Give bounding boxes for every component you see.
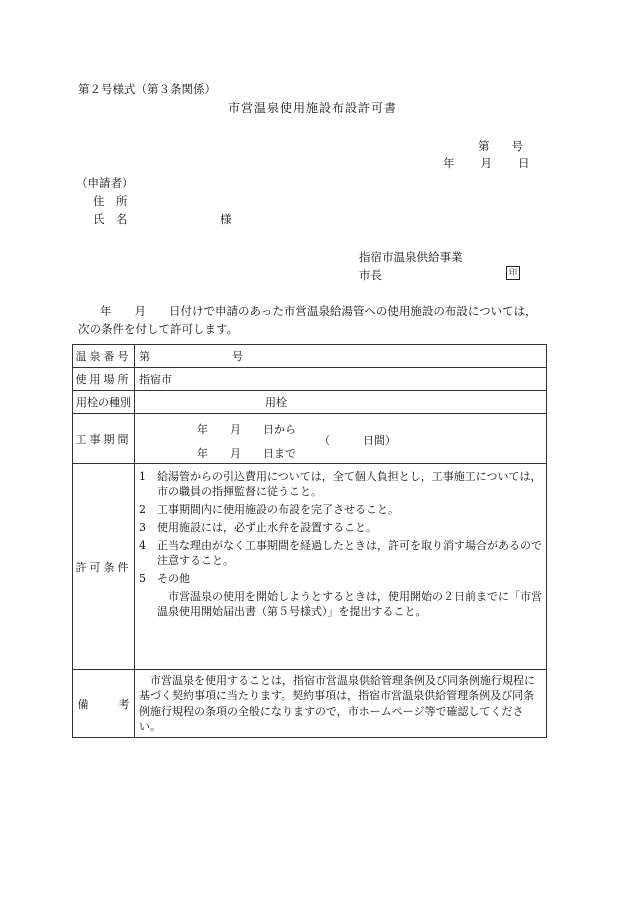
table-row: [73, 345, 547, 368]
valve-type-cell: [135, 391, 547, 414]
table-row: [73, 464, 547, 670]
permit-statement-line-1: 年 月 日付けで申請のあった市営温泉給湯管への使用施設の布設については，: [100, 304, 537, 318]
condition-number: 4: [139, 539, 146, 552]
condition-text: 工事期間内に使用施設の布設を完了させること。: [157, 503, 399, 516]
condition-text: 正当な理由がなく工事期間を経過したときは，許可を取り消す場合があるので注意すること。: [157, 539, 542, 567]
condition-item: [139, 571, 542, 586]
valve-type-value: 用栓: [265, 396, 287, 409]
table-row: [73, 414, 547, 464]
table-row: [73, 391, 547, 414]
year-label: 年: [443, 156, 455, 170]
honorific: 様: [220, 212, 232, 226]
number-prefix: 第: [478, 139, 490, 153]
applicant-heading: （申請者）: [76, 176, 134, 190]
condition-item: [139, 469, 542, 499]
condition-number: 2: [139, 503, 146, 516]
remarks-label-1: 備: [77, 697, 89, 711]
spring-number-cell: [135, 345, 547, 368]
permit-table: [72, 344, 547, 738]
conditions-cell: [135, 464, 547, 670]
condition-text: その他: [157, 572, 190, 585]
remarks-label: [73, 670, 135, 738]
condition-number: 3: [139, 521, 146, 534]
condition-item: [139, 502, 542, 517]
spring-number-suffix: 号: [232, 350, 243, 363]
condition-number: 5: [139, 572, 146, 585]
issuer-organization: 指宿市温泉供給事業: [359, 250, 463, 264]
spring-number-prefix: 第: [139, 350, 150, 363]
permit-statement: [78, 302, 548, 338]
table-row: [73, 368, 547, 391]
period-label: 工事期間: [73, 414, 135, 464]
seal-mark: 印: [506, 266, 520, 280]
location-label: 使用場所: [73, 368, 135, 391]
condition-other-text: 市営温泉の使用を開始しようとするときは，使用開始の２日前までに「市営温泉使用開始届出書（第５号様式）」を提出すること。: [157, 590, 542, 618]
document-title: 市営温泉使用施設布設許可書: [228, 101, 398, 115]
remarks-label-2: 考: [118, 697, 130, 711]
spring-number-label: 温泉番号: [73, 345, 135, 368]
number-suffix: 号: [511, 139, 523, 153]
address-label: 住 所: [93, 194, 128, 208]
location-value: 指宿市: [135, 368, 547, 391]
month-label: 月: [480, 156, 492, 170]
condition-number: 1: [139, 470, 146, 483]
issuer-title: 市長: [359, 268, 382, 282]
condition-item: [139, 538, 542, 568]
issue-date-line: [443, 155, 530, 171]
period-cell: [135, 414, 547, 464]
valve-type-label: 用栓の種別: [73, 391, 135, 414]
permit-statement-line-2: 次の条件を付して許可します。: [78, 322, 239, 336]
period-to: 年 月 日まで: [197, 446, 296, 460]
name-label: 氏 名: [93, 212, 128, 226]
remarks-text: 市営温泉を使用することは，指宿市営温泉供給管理条例及び同条例施行規程に基づく契約事項に当たります。契約事項は，指宿市営温泉供給管理条例及び同条例施行規程の条項の全般になりますので，市ホームページ等で確認してください。: [135, 670, 547, 738]
condition-text: 使用施設には，必ず止水弁を設置すること。: [157, 521, 377, 534]
table-row: [73, 670, 547, 738]
document-number-line: [478, 138, 523, 154]
conditions-label: 許可条件: [73, 464, 135, 670]
form-number: 第２号様式（第３条関係）: [78, 82, 216, 96]
condition-text: 給湯管からの引込費用については，全て個人負担とし，工事施工については，市の職員の指揮監督に従うこと。: [157, 470, 542, 498]
condition-item: [139, 520, 542, 535]
period-days: （ 日間）: [319, 433, 396, 447]
day-label: 日: [518, 156, 530, 170]
period-from: 年 月 日から: [197, 422, 296, 436]
